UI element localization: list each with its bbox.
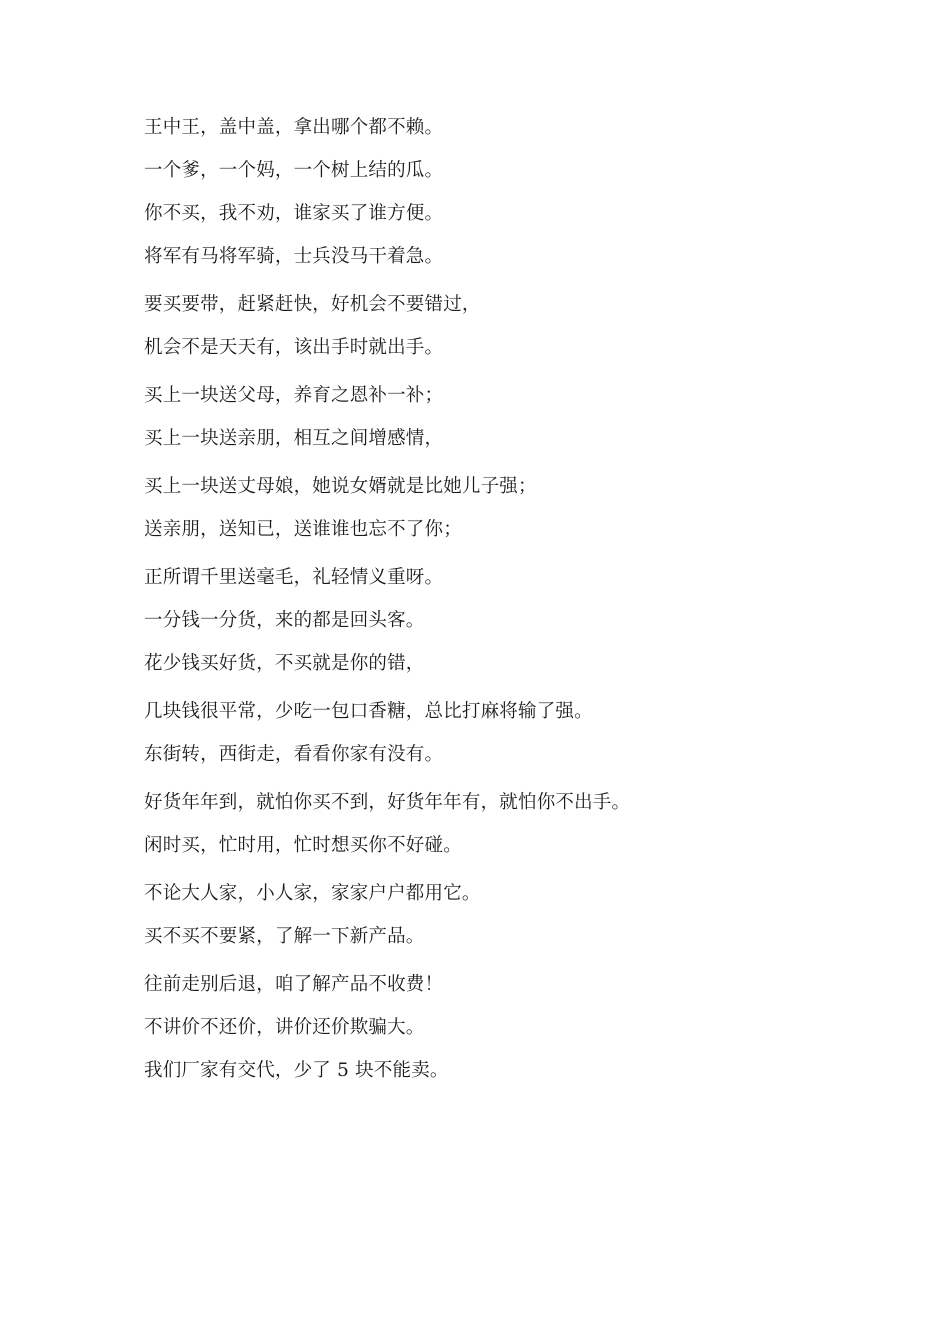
document-body bbox=[144, 114, 864, 1084]
text-line: 一个爹，一个妈，一个树上结的瓜。 bbox=[144, 160, 444, 181]
text-line: 买上一块送亲朋，相互之间增感情， bbox=[144, 428, 444, 449]
text-line: 你不买，我不劝，谁家买了谁方便。 bbox=[144, 203, 444, 224]
text-line: 我们厂家有交代，少了 5 块不能卖。 bbox=[144, 1060, 449, 1081]
text-line: 正所谓千里送毫毛，礼轻情义重呀。 bbox=[144, 567, 444, 588]
text-line: 送亲朋，送知已，送谁谁也忘不了你； bbox=[144, 519, 462, 540]
text-line: 闲时买，忙时用，忙时想买你不好碰。 bbox=[144, 835, 462, 856]
text-line: 将军有马将军骑，士兵没马干着急。 bbox=[144, 246, 444, 267]
text-line: 王中王，盖中盖，拿出哪个都不赖。 bbox=[144, 117, 444, 138]
text-line: 要买要带，赶紧赶快，好机会不要错过， bbox=[144, 294, 481, 315]
text-line: 花少钱买好货，不买就是你的错， bbox=[144, 653, 425, 674]
text-line: 好货年年到，就怕你买不到，好货年年有，就怕你不出手。 bbox=[144, 792, 631, 813]
text-line: 一分钱一分货，来的都是回头客。 bbox=[144, 610, 425, 631]
text-line: 买上一块送丈母娘，她说女婿就是比她儿子强； bbox=[144, 476, 537, 497]
text-line: 不论大人家，小人家，家家户户都用它。 bbox=[144, 883, 481, 904]
text-line: 买不买不要紧，了解一下新产品。 bbox=[144, 926, 425, 947]
text-line: 机会不是天天有，该出手时就出手。 bbox=[144, 337, 444, 358]
text-line: 东街转，西街走，看看你家有没有。 bbox=[144, 744, 444, 765]
text-line: 往前走别后退，咱了解产品不收费！ bbox=[144, 974, 444, 995]
text-line: 买上一块送父母，养育之恩补一补； bbox=[144, 385, 444, 406]
text-line: 几块钱很平常，少吃一包口香糖，总比打麻将输了强。 bbox=[144, 701, 593, 722]
text-line: 不讲价不还价，讲价还价欺骗大。 bbox=[144, 1017, 425, 1038]
